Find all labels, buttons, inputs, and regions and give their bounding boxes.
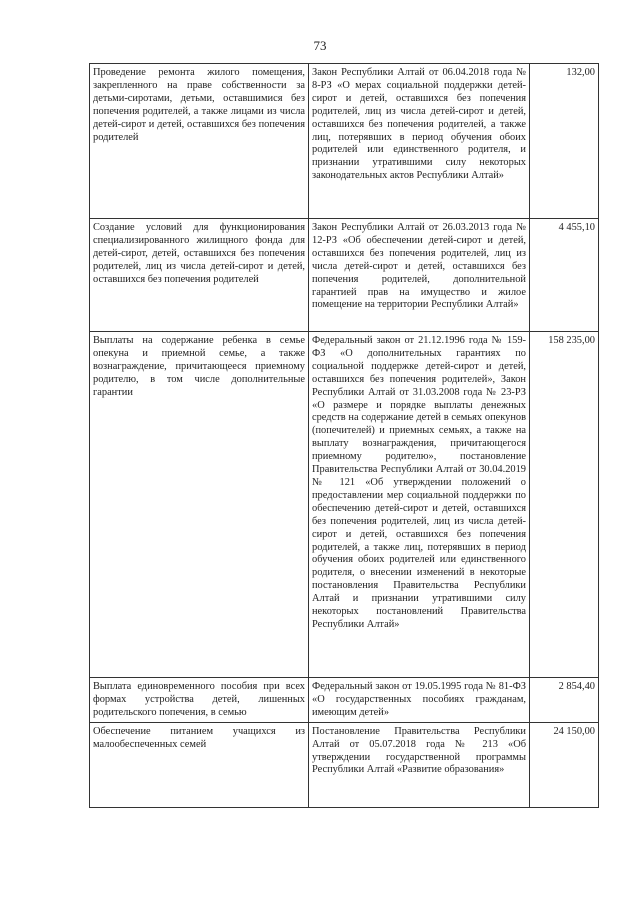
amount-cell: 158 235,00 [530,332,599,678]
legal-basis-cell: Закон Республики Алтай от 26.03.2013 года № 12-РЗ «Об обеспечении детей-сирот и детей, оставшихся без попечения родителей, лиц из числа детей-сирот и детей, оставшихся без попечения родителей, дополнительной гарантией прав на имущество и жилое помещение на территории Республики Алтай» [309,219,530,332]
measure-cell: Обеспечение питанием учащихся из малообеспеченных семей [90,722,309,807]
table-row [90,678,599,723]
measure-cell: Выплата единовременного пособия при всех формах устройства детей, лишенных родительского попечения, в семью [90,678,309,723]
legal-basis-cell: Закон Республики Алтай от 06.04.2018 года № 8-РЗ «О мерах социальной поддержки детей-сирот и детей, оставшихся без попечения родителей, лиц из числа детей-сирот и детей, оставшихся без попечения родителей, а также лиц, потерявших в период обучения обоих родителей или единственного родителя, и признании утратившими силу некоторых законодательных актов Республики Алтай» [309,64,530,219]
amount-cell: 2 854,40 [530,678,599,723]
table-row [90,219,599,332]
amount-cell: 132,00 [530,64,599,219]
legal-basis-cell: Постановление Правительства Республики Алтай от 05.07.2018 года № 213 «Об утверждении государственной программы Республики Алтай «Развитие образования» [309,722,530,807]
measure-cell: Выплаты на содержание ребенка в семье опекуна и приемной семье, а также вознаграждение, причитающееся приемному родителю, в том числе дополнительные гарантии [90,332,309,678]
measure-cell: Создание условий для функционирования специализированного жилищного фонда для детей-сирот, детей, оставшихся без попечения родителей, лиц из числа детей-сирот и детей, оставшихся без попечения родителей [90,219,309,332]
legal-basis-cell: Федеральный закон от 21.12.1996 года № 159-ФЗ «О дополнительных гарантиях по социальной поддержке детей-сирот и детей, оставшихся без попечения родителей», Закон Республики Алтай от 31.03.2008 года № 23-РЗ «О размере и порядке выплаты денежных средств на содержание детей в семьях опекунов (попечителей) и приемных семьях, а также на выплату вознаграждения, причитающегося приемному родителю», постановление Правительства Республики Алтай от 30.04.2019 № 121 «Об утверждении положений о предоставлении мер социальной поддержки по обеспечению детей-сирот и детей, оставшихся без попечения родителей, лиц из числа детей-сирот и детей, оставшихся без попечения родителей, а также лиц, потерявших в период обучения обоих родителей или единственного родителя, о внесении изменений в некоторые постановления Правительства Республики Алтай и признании утратившими силу некоторых постановлений Правительства Республики Алтай» [309,332,530,678]
amount-cell: 24 150,00 [530,722,599,807]
table-row [90,64,599,219]
measure-cell: Проведение ремонта жилого помещения, закрепленного на праве собственности за детьми-сиротами, детьми, оставшимися без попечения родителей, а также лицами из числа детей-сирот и детей, оставшихся без попечения родителей [90,64,309,219]
table-row [90,332,599,678]
legal-basis-cell: Федеральный закон от 19.05.1995 года № 81-ФЗ «О государственных пособиях гражданам, имеющим детей» [309,678,530,723]
page-number: 73 [313,38,327,53]
expenditure-table [89,63,599,808]
table-row [90,722,599,807]
amount-cell: 4 455,10 [530,219,599,332]
